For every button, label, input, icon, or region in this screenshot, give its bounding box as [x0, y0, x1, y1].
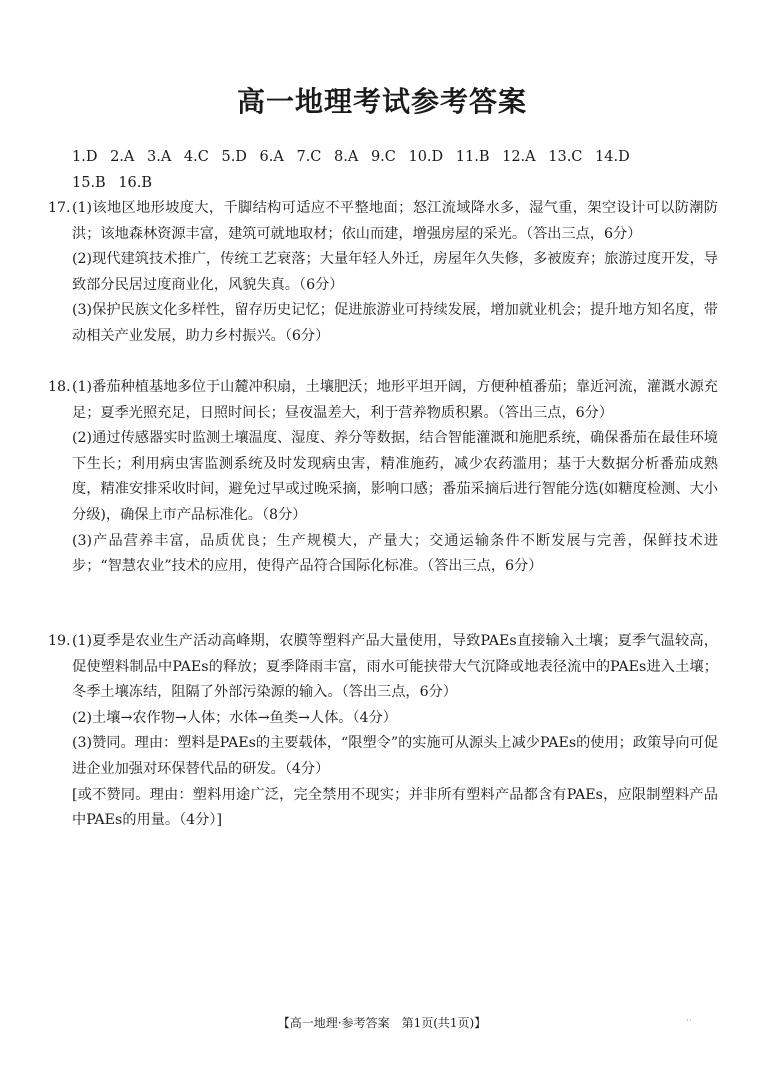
mc-answer: 4.C: [183, 149, 209, 165]
mc-answer: 14.D: [595, 149, 630, 165]
mc-answer: 5.D: [221, 149, 247, 165]
question-18: [48, 375, 718, 580]
page-title: 高一地理考试参考答案: [236, 85, 527, 118]
mc-answer: 12.A: [502, 149, 536, 165]
mc-answer: 6.A: [259, 149, 284, 165]
corner-mark: ··: [686, 1016, 692, 1026]
mc-answer: 3.A: [147, 149, 172, 165]
answer-part: (3)产品营养丰富，品质优良；生产规模大，产量大；交通运输条件不断发展与完善，保鲜技术进步；“智慧农业”技术的应用，使得产品符合国际化标准。（答出三点，6分）: [72, 532, 718, 575]
mc-answer: 10.D: [408, 149, 444, 165]
question-number: 18.: [48, 379, 71, 395]
multiple-choice-answers: [72, 144, 712, 196]
mc-answer: 1.D: [72, 149, 98, 165]
answer-part: (3)赞同。理由：塑料是PAEs的主要载体，“限塑令”的实施可从源头上减少PAEs的使用；政策导向可促进企业加强对环保替代品的研发。（4分）: [72, 735, 718, 777]
mc-answer: 7.C: [296, 149, 322, 165]
mc-answer: 15.B: [72, 175, 106, 191]
answer-part: (2)通过传感器实时监测土壤温度、湿度、养分等数据，结合智能灌溉和施肥系统，确保番茄在最佳环境下生长；利用病虫害监测系统及时发现病虫害，精准施药，减少农药滥用；基于大数据分析番茄成熟度，精准安排采收时间，避免过早或过晚采摘，影响口感；番茄采摘后进行智能分选(如糖度检测、大小分级)，确保上市产品标准化。（8分）: [72, 430, 718, 523]
answer-part: (2)土壤→农作物→人体；水体→鱼类→人体。（4分）: [72, 709, 397, 726]
question-19: [48, 629, 718, 834]
answer-part: (1)番茄种植基地多位于山麓冲积扇，土壤肥沃；地形平坦开阔，方便种植番茄；靠近河流，灌溉水源充足；夏季光照充足，日照时间长；昼夜温差大，利于营养物质积累。（答出三点，6分）: [72, 379, 718, 421]
answer-part: (1)该地区地形坡度大，千脚结构可适应不平整地面；怒江流域降水多，湿气重，架空设计可以防潮防洪；该地森林资源丰富，建筑可就地取材；依山而建，增强房屋的采光。（答出三点，6分）: [72, 200, 718, 242]
question-number: 19.: [48, 633, 71, 649]
question-number: 17.: [48, 200, 71, 216]
answer-part-alternative: [或不赞同。理由：塑料用途广泛，完全禁用不现实；并非所有塑料产品都含有PAEs，应限制塑料产品中PAEs的用量。（4分）]: [72, 786, 718, 829]
mc-answer: 16.B: [118, 175, 153, 191]
page-footer: 【高一地理·参考答案 第1页(共1页)】: [277, 1016, 487, 1030]
mc-answer: 8.A: [334, 149, 359, 165]
mc-answer: 13.C: [548, 149, 583, 165]
mc-answer: 2.A: [110, 149, 135, 165]
answer-part: (3)保护民族文化多样性，留存历史记忆；促进旅游业可持续发展，增加就业机会；提升地方知名度，带动相关产业发展，助力乡村振兴。（6分）: [72, 302, 718, 344]
mc-answer: 11.B: [455, 149, 490, 165]
answer-part: (2)现代建筑技术推广，传统工艺衰落；大量年轻人外迁，房屋年久失修，多被废弃；旅游过度开发，导致部分民居过度商业化，风貌失真。（6分）: [72, 251, 718, 293]
mc-answer: 9.C: [370, 149, 396, 165]
answer-part: (1)夏季是农业生产活动高峰期，农膜等塑料产品大量使用，导致PAEs直接输入土壤；夏季气温较高，促使塑料制品中PAEs的释放；夏季降雨丰富，雨水可能挟带大气沉降或地表径流中的PAEs进入土壤；冬季土壤冻结，阻隔了外部污染源的输入。（答出三点，6分）: [72, 633, 718, 701]
question-17: [48, 196, 718, 350]
